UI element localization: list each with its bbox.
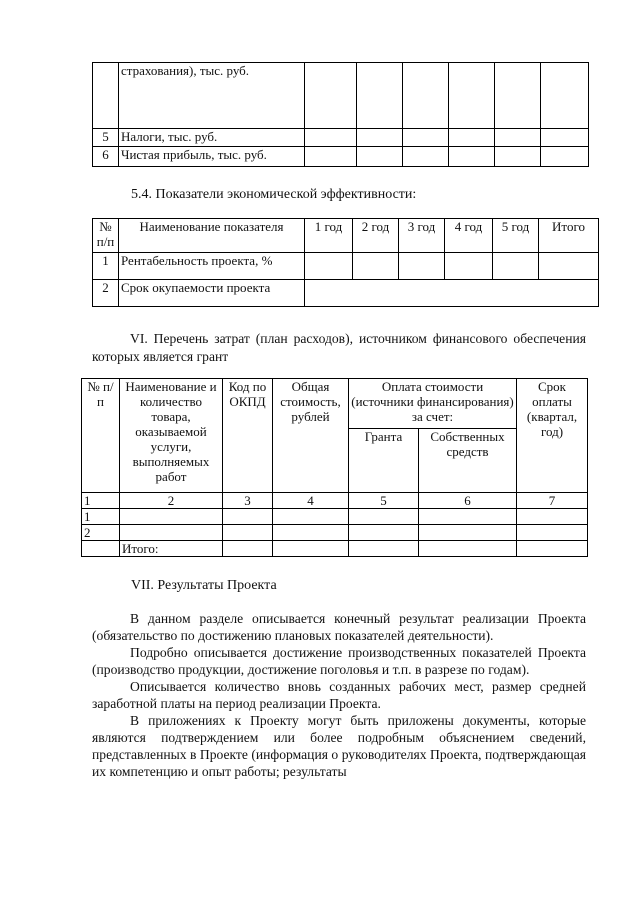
section-5-4-title: 5.4. Показатели экономической эффективности: (131, 187, 417, 202)
header-num: № п/п (82, 379, 120, 493)
table-row (93, 129, 589, 147)
header-year-4: 4 год (445, 219, 493, 253)
column-number: 2 (120, 493, 223, 509)
table-header-row (93, 219, 599, 253)
header-payment-term: Срок оплаты (квартал, год) (517, 379, 588, 493)
financial-indicators-table (92, 62, 589, 167)
paragraph: В данном разделе описывается конечный результат реализации Проекта (обязательство по достижению плановых показателей деятельности). (92, 611, 586, 643)
row-number: 1 (93, 253, 119, 280)
section-7-title: VII. Результаты Проекта (131, 578, 277, 593)
table-row (82, 509, 588, 525)
column-numbers-row (82, 493, 588, 509)
table-row (93, 63, 589, 129)
paragraph: Подробно описывается достижение производственных показателей Проекта (производство продукции, достижение поголовья и т.п. в разрезе по годам). (92, 645, 586, 677)
column-number: 7 (517, 493, 588, 509)
header-year-2: 2 год (353, 219, 399, 253)
table-row (93, 147, 589, 167)
table-total-row (82, 541, 588, 557)
header-grant: Гранта (349, 429, 419, 493)
row-label: Рентабельность проекта, % (119, 253, 305, 280)
results-text (92, 610, 586, 780)
section-6-title: VI. Перечень затрат (план расходов), источником финансового обеспечения которых является грант (92, 331, 586, 364)
header-item-name: Наименование и количество товара, оказываемой услуги, выполняемых работ (120, 379, 223, 493)
header-own-funds: Собственных средств (419, 429, 517, 493)
column-number: 3 (223, 493, 273, 509)
row-number (93, 63, 119, 129)
header-total-cost: Общая стоимость, рублей (273, 379, 349, 493)
header-year-1: 1 год (305, 219, 353, 253)
paragraph: В приложениях к Проекту могут быть приложены документы, которые являются подтверждением или более подробным объяснением сведений, представленных в Проекте (информация о руководителях Проекта, подтверждающая их компетенцию и опыт работы; результаты (92, 713, 586, 779)
header-total: Итого (539, 219, 599, 253)
header-num: № п/п (93, 219, 119, 253)
row-label: Чистая прибыль, тыс. руб. (119, 147, 305, 167)
row-number: 6 (93, 147, 119, 167)
table-row (82, 525, 588, 541)
column-number: 5 (349, 493, 419, 509)
paragraph: Описывается количество вновь созданных рабочих мест, размер средней заработной платы на период реализации Проекта. (92, 679, 586, 711)
total-label: Итого: (120, 541, 223, 557)
row-label: Налоги, тыс. руб. (119, 129, 305, 147)
column-number: 6 (419, 493, 517, 509)
header-okpd-code: Код по ОКПД (223, 379, 273, 493)
column-number: 4 (273, 493, 349, 509)
header-year-3: 3 год (399, 219, 445, 253)
row-label: Срок окупаемости проекта (119, 280, 305, 307)
row-label: страхования), тыс. руб. (119, 63, 305, 129)
header-payment-sources: Оплата стоимости (источники финансирования) за счет: (349, 379, 517, 429)
table-row (93, 280, 599, 307)
header-indicator-name: Наименование показателя (119, 219, 305, 253)
column-number: 1 (82, 493, 120, 509)
row-number: 5 (93, 129, 119, 147)
expenses-table (81, 378, 588, 557)
row-number: 2 (93, 280, 119, 307)
header-year-5: 5 год (493, 219, 539, 253)
row-number: 2 (82, 525, 120, 541)
table-row (93, 253, 599, 280)
row-number: 1 (82, 509, 120, 525)
table-header-row (82, 379, 588, 429)
efficiency-indicators-table (92, 218, 599, 307)
